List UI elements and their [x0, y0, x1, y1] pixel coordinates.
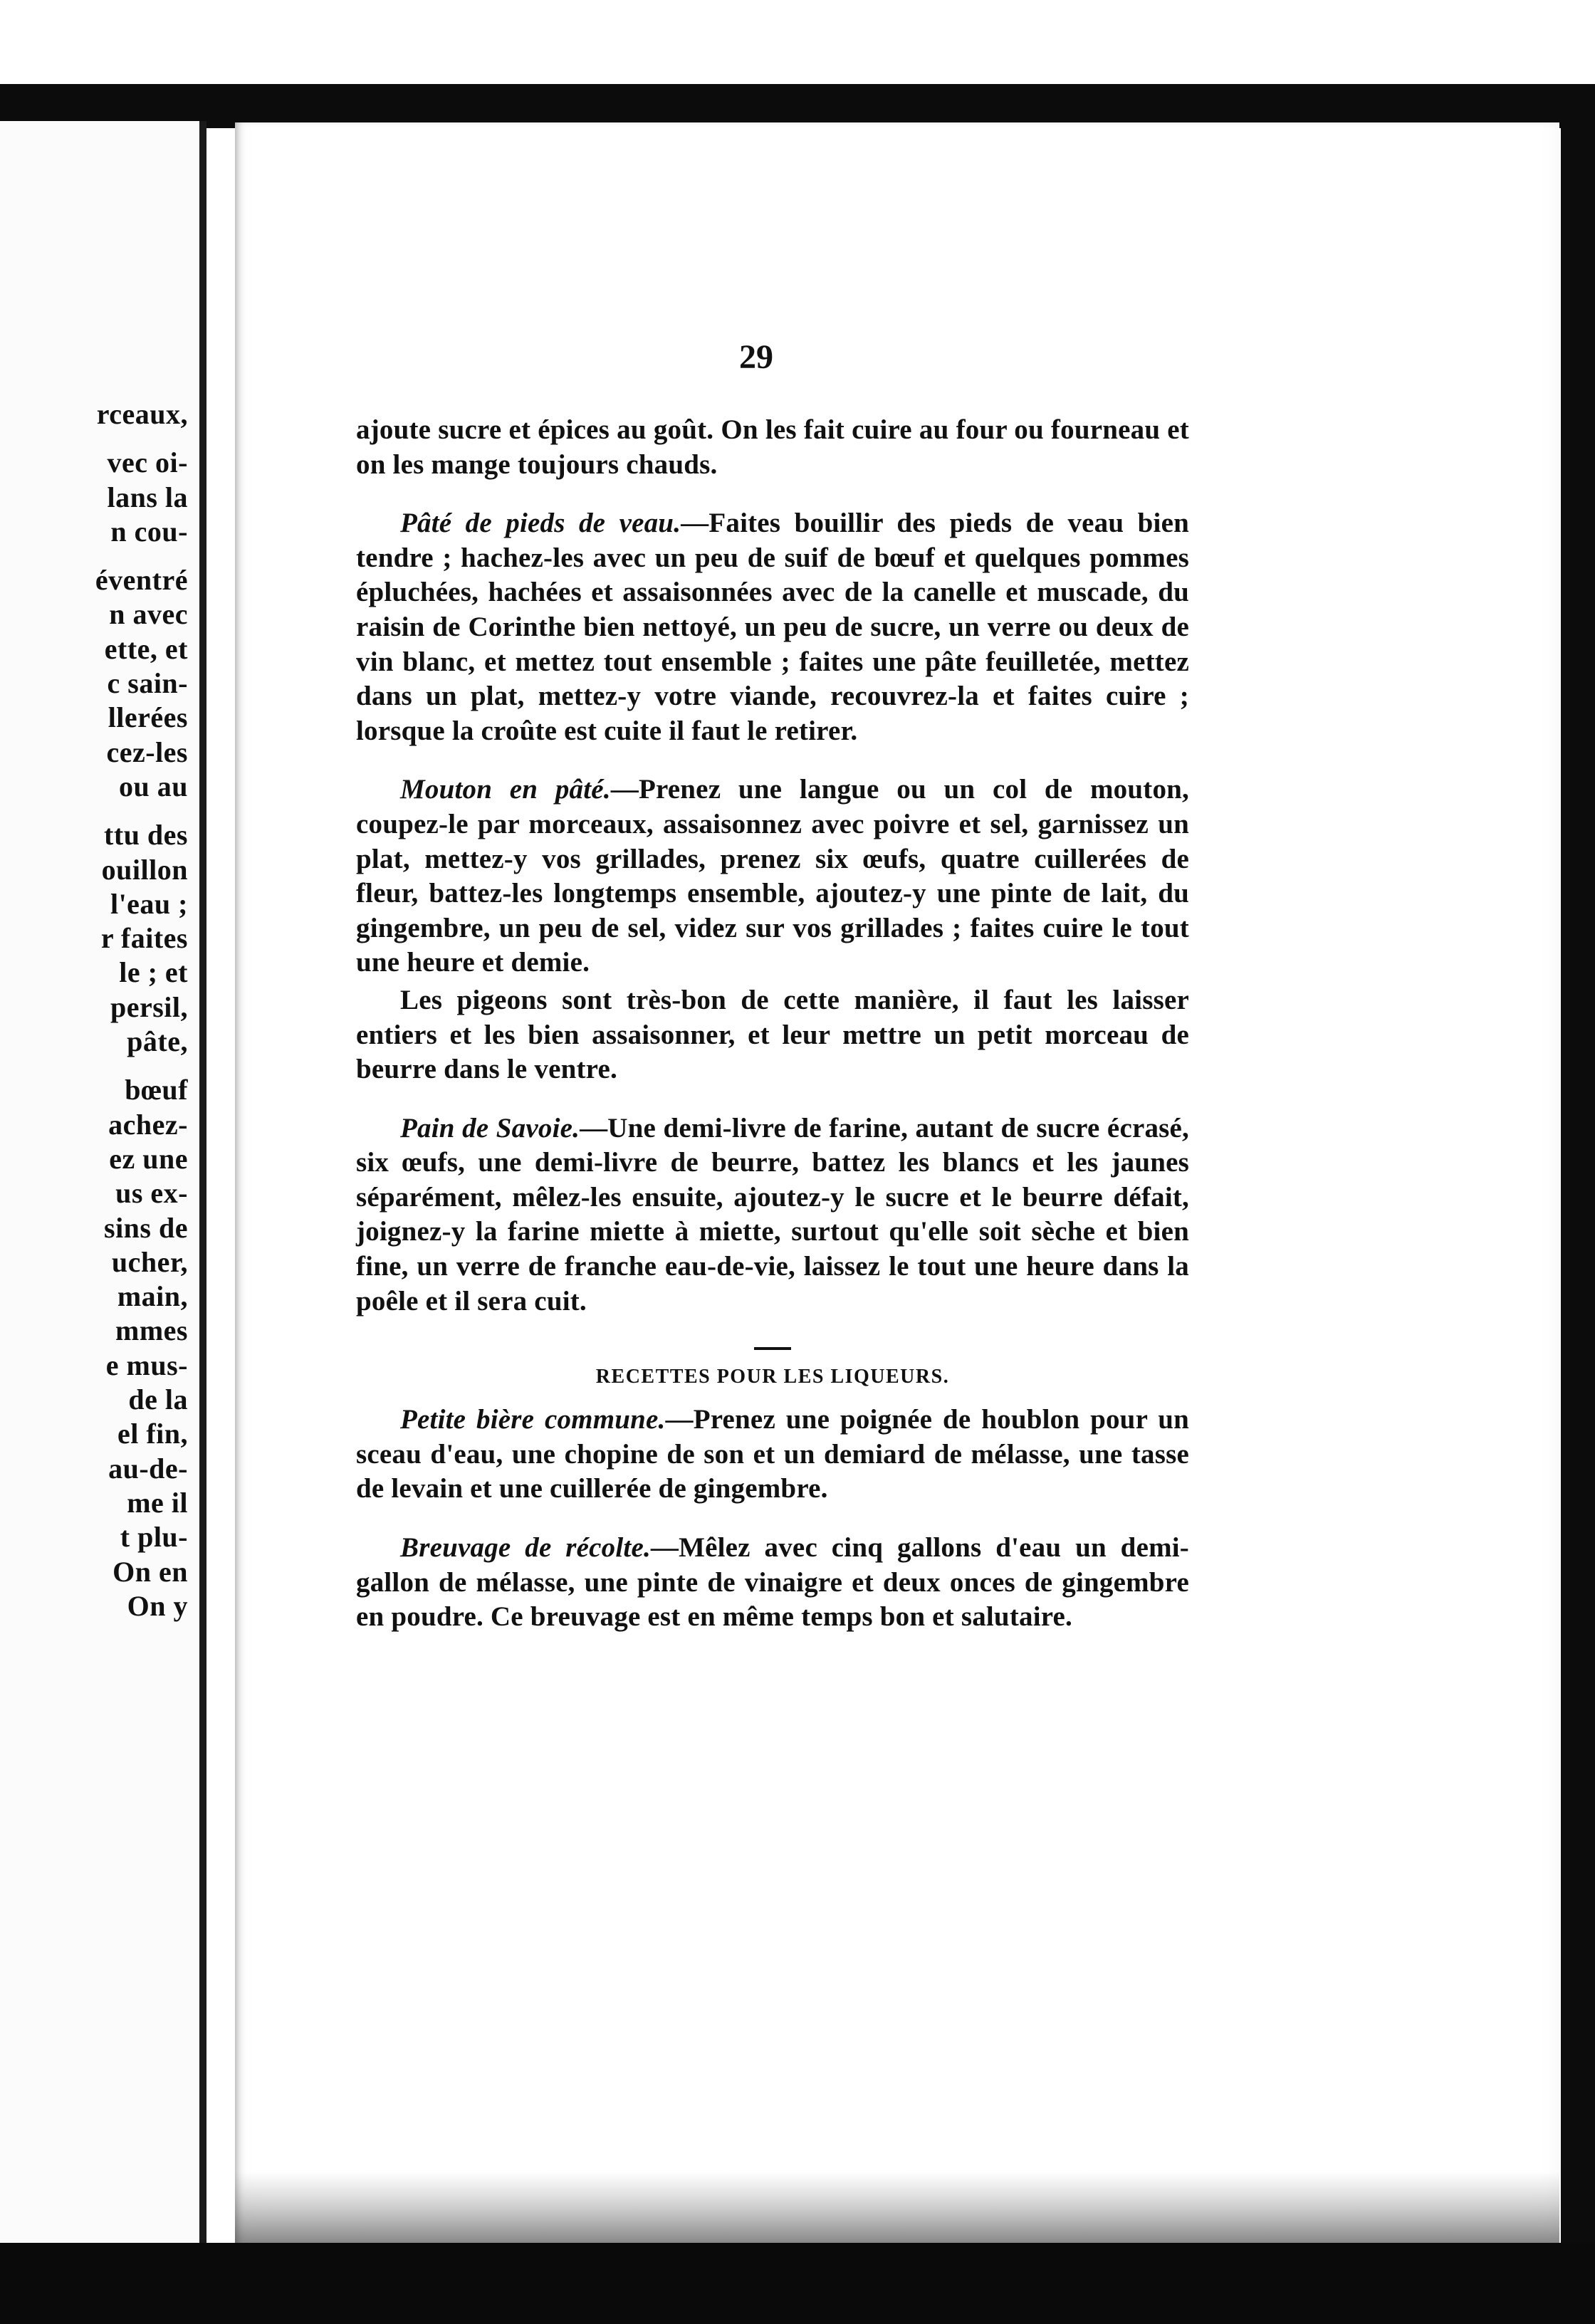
section-heading: RECETTES POUR LES LIQUEURS.	[595, 1366, 950, 1388]
left-page-line: éventré	[95, 564, 188, 597]
left-page-line: e mus-	[105, 1349, 188, 1381]
left-page-line: bœuf	[125, 1074, 188, 1106]
recipe-paragraph	[356, 1111, 1189, 1319]
recipe-text: —Prenez une langue ou un col de mouton, coupez-le par morceaux, assaisonnez avec poivre et sel, garnissez un plat, mettez-y vos grillades, prenez six œufs, quatre cuillerées de fleur, battez-les longtemps ensemble, ajoutez-y une pinte de lait, du gingembre, un peu de sel, videz sur vos grillades ; faites cuire le tout une heure et demie.	[356, 774, 1189, 978]
left-page-line: ouillon	[101, 853, 188, 886]
left-page-line: cez-les	[106, 736, 188, 768]
left-page-line: le ; et	[119, 956, 188, 989]
page-bottom-shadow	[235, 2172, 1559, 2243]
left-page-line: On y	[127, 1589, 188, 1622]
paragraph-text: ajoute sucre et épices au goût. On les fait cuire au four ou fourneau et on les mange toujours chauds.	[356, 414, 1189, 480]
left-page-line: persil,	[110, 990, 188, 1023]
recipe-text: —Prenez une poignée de houblon pour un sceau d'eau, une chopine de son et un demiard de mélasse, une tasse de levain et une cuillerée de gingembre.	[356, 1404, 1190, 1504]
paragraph	[356, 413, 1189, 482]
left-page-line: llerées	[108, 701, 188, 734]
left-page-line: me il	[127, 1486, 188, 1519]
left-page-line: vec oi-	[107, 446, 188, 479]
section-divider	[754, 1347, 791, 1350]
left-page-line: lans la	[107, 481, 188, 513]
page-number: 29	[739, 338, 773, 376]
scanner-dark-band	[0, 84, 1595, 128]
line-gap	[3, 1059, 188, 1073]
left-page-line: au-de-	[108, 1452, 188, 1485]
left-page-line: ette, et	[104, 632, 188, 665]
recipe-title: Mouton en pâté.	[400, 774, 611, 805]
recipe-paragraph	[356, 773, 1189, 980]
left-page-line: ez une	[109, 1142, 188, 1175]
page-body	[356, 413, 1189, 1635]
left-page-line: main,	[117, 1280, 188, 1313]
scanner-right-border	[1561, 107, 1595, 2324]
left-page-line: pâte,	[127, 1025, 188, 1058]
recipe-paragraph	[356, 1403, 1189, 1507]
scanner-bottom-border	[0, 2243, 1595, 2324]
left-page-line: ttu des	[104, 819, 188, 852]
left-page-line: ou au	[119, 770, 188, 802]
recipe-text: —Une demi-livre de farine, autant de sucre écrasé, six œufs, une demi-livre de beurre, battez les blancs et les jaunes séparément, mêlez-les ensuite, ajoutez-y le sucre et le beurre défait, joignez-y la farine miette à miette, surtout qu'elle soit sèche et bien fine, un verre de franche eau-de-vie, laissez le tout une heure dans la poêle et il sera cuit.	[356, 1112, 1189, 1317]
left-page-line: l'eau ;	[110, 887, 188, 920]
recipe-title: Petite bière commune.	[400, 1404, 666, 1435]
left-page-line: ucher,	[111, 1245, 188, 1278]
recipe-title: Pain de Savoie.	[400, 1112, 580, 1143]
left-page-line: mmes	[115, 1314, 188, 1347]
left-page-text-fragments	[3, 397, 188, 1623]
left-page-line: us ex-	[115, 1177, 188, 1210]
left-page-line: de la	[128, 1383, 188, 1416]
recipe-title: Breuvage de récolte.	[400, 1532, 651, 1564]
recipe-paragraph	[356, 1531, 1189, 1635]
recipe-text: —Faites bouillir des pieds de veau bien tendre ; hachez-les avec un peu de suif de bœuf et quelques pommes épluchées, hachées et assaisonnées avec de la canelle et muscade, du raisin de Corinthe bien nettoyé, un peu de sucre, un verre ou deux de vin blanc, et mettez tout ensemble ; faites une pâte feuilletée, mettez dans un plat, mettez-y votre viande, recouvrez-la et faites cuire ; lorsque la croûte est cuite il faut le retirer.	[356, 508, 1189, 746]
left-page-line: n avec	[109, 598, 188, 631]
left-page-line: rceaux,	[96, 398, 188, 430]
left-page-line: sins de	[104, 1211, 188, 1244]
recipe-paragraph	[356, 506, 1189, 748]
left-page-line: On en	[113, 1555, 188, 1588]
left-page-line: t plu-	[120, 1521, 188, 1554]
line-gap	[3, 549, 188, 563]
left-page-line: el fin,	[117, 1418, 188, 1450]
left-page-line: c sain-	[107, 667, 188, 700]
line-gap	[3, 804, 188, 818]
paragraph	[356, 983, 1189, 1087]
recipe-text: —Mêlez avec cinq gallons d'eau un demi-gallon de mélasse, une pinte de vinaigre et deux onces de gingembre en poudre. Ce breuvage est en même temps bon et salutaire.	[356, 1532, 1189, 1633]
line-gap	[3, 431, 188, 446]
left-page-line: n cou-	[110, 515, 188, 548]
recipe-title: Pâté de pieds de veau.	[400, 508, 681, 539]
left-page-line: achez-	[108, 1108, 188, 1141]
scanner-top-margin	[0, 0, 1595, 125]
paragraph-text: Les pigeons sont très-bon de cette manière, il faut les laisser entiers et les bien assaisonner, et leur mettre un petit morceau de beurre dans le ventre.	[356, 984, 1189, 1085]
left-page-line: r faites	[100, 922, 188, 955]
left-facing-page	[0, 121, 206, 2243]
